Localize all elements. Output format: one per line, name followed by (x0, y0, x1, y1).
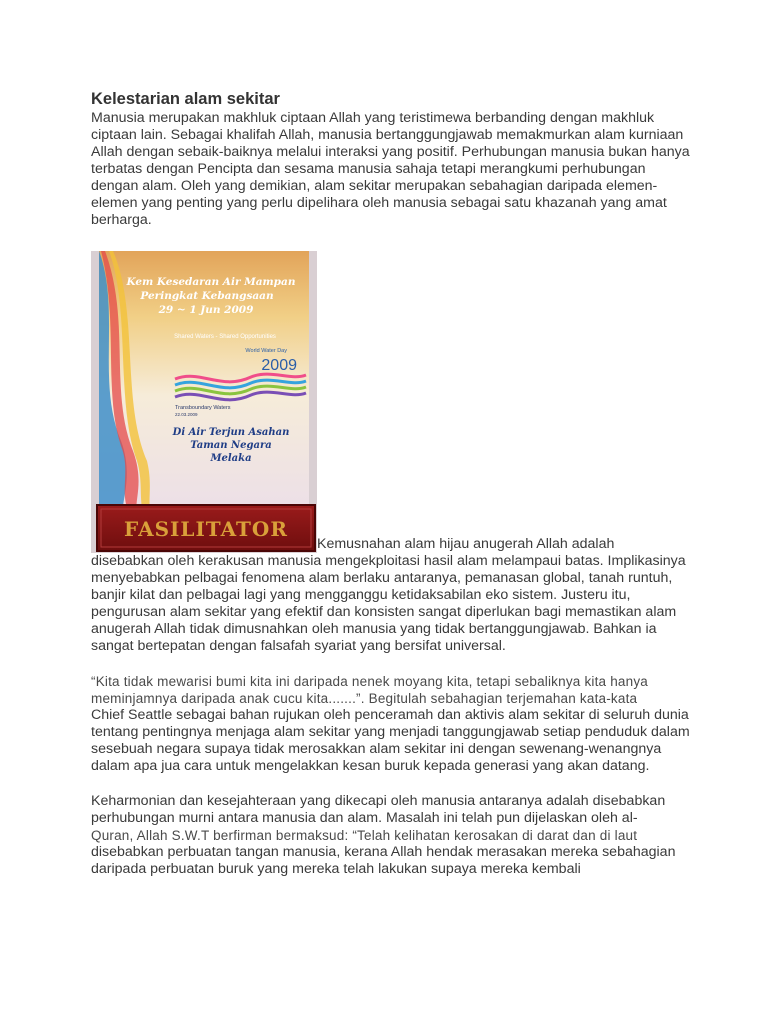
fasilitator-sign: FASILITATOR (124, 517, 288, 541)
poster-trans-label: Transboundary Waters (175, 405, 231, 411)
paragraph4-part1: Keharmonian dan kesejahteraan yang dikecapi oleh manusia antaranya adalah disebabkan perhubungan murni antara manusia dan alam. Masalah ini telah pun dijelaskan oleh al- (91, 793, 666, 826)
poster-wwd-label: World Water Day (245, 348, 287, 354)
quote-chief-seattle: “Kita tidak mewarisi bumi kita ini daripada nenek moyang kita, tetapi sebaliknya kita hanya meminjamnya daripada anak cucu kita.......”. Begitulah sebahagian terjemahan kata-kata (91, 674, 648, 706)
fasilitator-photo (91, 251, 317, 553)
paragraph4-part3: disebabkan perbuatan tangan manusia, kerana Allah hendak merasakan mereka sebahagian daripada perbuatan buruk yang mereka telah lakukan supaya mereka kembali (91, 844, 676, 877)
poster-image (91, 251, 317, 553)
poster-tagline: Shared Waters - Shared Opportunities (174, 334, 276, 340)
paragraph3: Chief Seattle sebagai bahan rujukan oleh penceramah dan aktivis alam sekitar di seluruh dunia tentang pentingnya menjaga alam sekitar yang menjadi tanggungjawab setiap penduduk dalam sesebuah negara supaya tidak merosakkan alam sekitar ini dengan sewenang-wenangnya dalam apa jua cara untuk mengelakkan kesan buruk kepada generasi yang akan datang. (91, 707, 690, 774)
poster-wwd-year: 2009 (261, 357, 297, 374)
photo-row (91, 251, 691, 553)
paragraph2-first-line: Kemusnahan alam hijau anugerah Allah adalah (317, 536, 615, 552)
article-content (91, 90, 691, 878)
paragraph4-part2: Quran, Allah S.W.T berfirman bermaksud: “Telah kelihatan kerosakan di darat dan di laut (91, 828, 638, 843)
paragraph-intro: Manusia merupakan makhluk ciptaan Allah yang teristimewa berbanding dengan makhluk ciptaan lain. Sebagai khalifah Allah, manusia bertanggungjawab memakmurkan alam kurniaan Allah dengan sebaik-baiknya melalui interaksi yang positif. Perhubungan manusia bukan hanya terbatas dengan Pencipta dan sesama manusia sahaja tetapi merangkumi perhubungan dengan alam. Oleh yang demikian, alam sekitar merupakan sebahagian daripada elemen-elemen yang penting yang perlu dipelihara oleh manusia sebagai satu khazanah yang amat berharga. (91, 110, 690, 228)
poster-venue1: Di Air Terjun Asahan (172, 427, 290, 438)
poster-line2: Peringkat Kebangsaan (140, 290, 274, 302)
poster-trans-date: 22.03.2009 (175, 412, 198, 417)
paragraph2: disebabkan oleh kerakusan manusia mengekploitasi hasil alam melampaui batas. Implikasinya menyebabkan pelbagai fenomena alam berlaku antaranya, pemanasan global, tanah runtuh, banjir kilat dan pelbagai lagi yang mengganggu ketidaksabilan eko sistem. Justeru itu, pengurusan alam sekitar yang efektif dan konsisten sangat diperlukan bagi memastikan alam anugerah Allah tidak dimusnahkan oleh manusia yang tidak bertanggungjawab. Bahkan ia sangat bertepatan dengan falsafah syariat yang bersifat universal. (91, 553, 686, 654)
poster-line1: Kem Kesedaran Air Mampan (126, 276, 296, 288)
poster-venue2: Taman Negara (190, 440, 272, 451)
poster-line3: 29 ~ 1 Jun 2009 (158, 304, 254, 316)
article-title: Kelestarian alam sekitar (91, 90, 280, 108)
poster-venue3: Melaka (210, 453, 252, 464)
